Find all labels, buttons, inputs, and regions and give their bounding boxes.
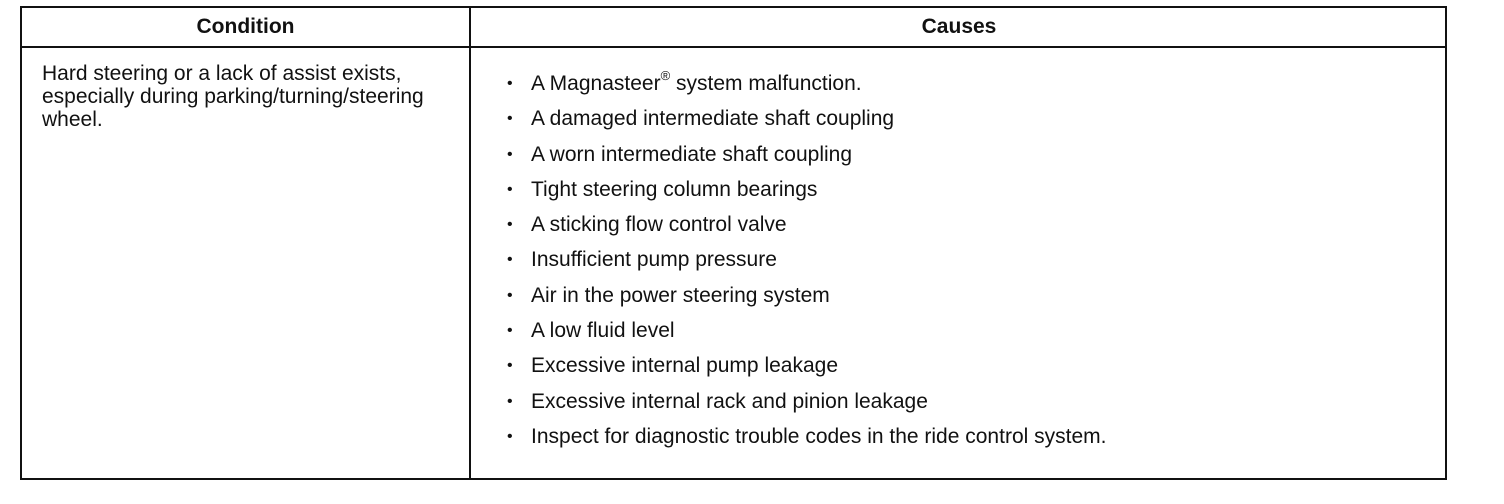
causes-list	[507, 66, 1427, 454]
condition-cell: Hard steering or a lack of assist exists, especially during parking/turning/steering wheel.	[42, 62, 424, 131]
bullet-icon: •	[507, 357, 513, 375]
table-header-row	[22, 8, 1445, 48]
cause-item	[507, 313, 1427, 348]
cause-text: A low fluid level	[531, 319, 675, 343]
cause-item	[507, 66, 1427, 101]
bullet-icon: •	[507, 251, 513, 269]
bullet-icon: •	[507, 110, 513, 128]
cause-item	[507, 207, 1427, 242]
column-divider	[469, 8, 471, 478]
diagnosis-table	[20, 6, 1447, 480]
cause-text: Excessive internal rack and pinion leakage	[531, 389, 928, 413]
bullet-icon: •	[507, 145, 513, 163]
cause-text: A Magnasteer	[531, 72, 661, 95]
cause-text-tail: system malfunction.	[670, 72, 862, 95]
bullet-icon: •	[507, 180, 513, 198]
bullet-icon: •	[507, 392, 513, 410]
cause-text: Insufficient pump pressure	[531, 248, 777, 272]
cause-text: A damaged intermediate shaft coupling	[531, 107, 895, 131]
cause-item	[507, 348, 1427, 383]
cause-item	[507, 242, 1427, 277]
cause-item	[507, 278, 1427, 313]
bullet-icon: •	[507, 427, 513, 445]
registered-mark: ®	[660, 68, 671, 83]
header-condition: Condition	[196, 15, 295, 38]
bullet-icon: •	[507, 286, 513, 304]
cause-item	[507, 101, 1427, 136]
bullet-icon: •	[507, 322, 513, 340]
bullet-icon: •	[507, 216, 513, 234]
cause-text: A sticking flow control valve	[531, 213, 787, 237]
cause-item	[507, 137, 1427, 172]
cause-text: Air in the power steering system	[531, 283, 830, 307]
bullet-icon: •	[507, 75, 513, 92]
cause-text: Inspect for diagnostic trouble codes in the ride control system.	[531, 424, 1107, 448]
cause-text: A worn intermediate shaft coupling	[531, 142, 853, 166]
header-causes: Causes	[921, 15, 997, 38]
cause-item	[507, 172, 1427, 207]
cause-text: Tight steering column bearings	[531, 177, 818, 201]
cause-item	[507, 384, 1427, 419]
cause-item	[507, 419, 1427, 454]
cause-text: Excessive internal pump leakage	[531, 354, 839, 378]
